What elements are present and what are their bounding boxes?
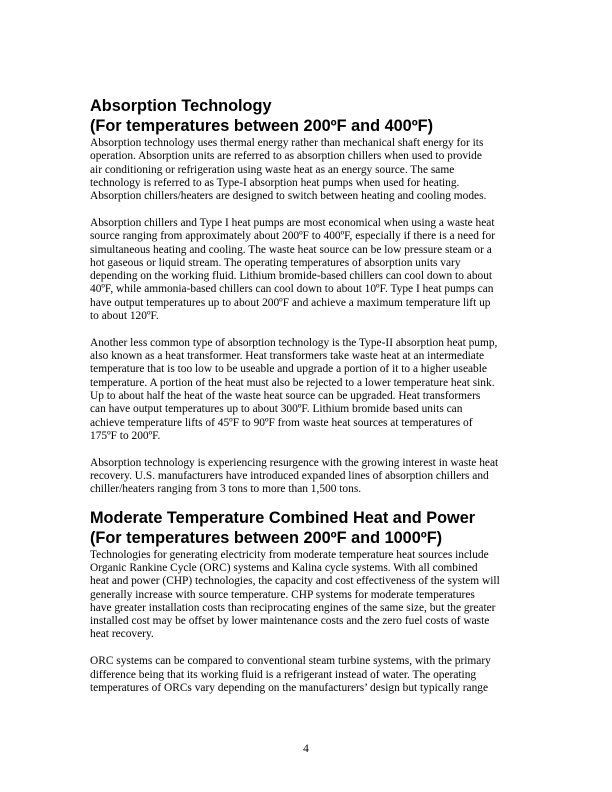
text-line: also known as a heat transformer. Heat transformers take waste heat at an intermediate <box>90 350 485 363</box>
text-line: have greater installation costs than reciprocating engines of the same size, but the greater <box>90 601 496 614</box>
heading-line: (For temperatures between 200ºF and 400ºF) <box>90 117 434 135</box>
page-content <box>90 96 523 695</box>
text-line: Up to about half the heat of the waste heat source can be upgraded. Heat transformers <box>90 390 481 403</box>
paragraph <box>90 337 523 443</box>
text-line: heat and power (CHP) technologies, the capacity and cost effectiveness of the system will <box>90 575 500 588</box>
text-line: chiller/heaters ranging from 3 tons to more than 1,500 tons. <box>90 483 362 496</box>
text-line: ORC systems can be compared to conventional steam turbine systems, with the primary <box>90 655 491 668</box>
text-line: temperatures of ORCs vary depending on the manufacturers’ design but typically range <box>90 681 489 694</box>
heading-line: Absorption Technology <box>90 97 272 115</box>
text-line: hot gaseous or liquid stream. The operating temperatures of absorption units vary <box>90 256 461 269</box>
text-line: Another less common type of absorption technology is the Type-II absorption heat pump, <box>90 336 498 349</box>
text-line: Absorption technology is experiencing resurgence with the growing interest in waste heat <box>90 456 499 469</box>
text-line: heat recovery. <box>90 628 154 641</box>
heading-line: Moderate Temperature Combined Heat and Power <box>90 508 476 527</box>
text-line: achieve temperature lifts of 45ºF to 90ºF from waste heat sources at temperatures of <box>90 416 473 429</box>
paragraph <box>90 549 523 642</box>
paragraph <box>90 457 523 497</box>
text-line: temperature that is too low to be useable and upgrade a portion of it to a higher useable <box>90 363 487 376</box>
text-line: Absorption technology uses thermal energy rather than mechanical shaft energy for its <box>90 137 484 149</box>
text-line: Absorption chillers and Type I heat pumps are most economical when using a waste heat <box>90 216 495 229</box>
paragraph <box>90 217 523 323</box>
text-line: operation. Absorption units are referred to as absorption chillers when used to provide <box>90 150 482 163</box>
section-heading-moderate-temperature-chp <box>90 508 523 548</box>
text-line: 175ºF to 200ºF. <box>90 429 161 442</box>
paragraph <box>90 655 523 695</box>
heading-line: (For temperatures between 200ºF and 1000ºF) <box>90 528 443 547</box>
text-line: Technologies for generating electricity from moderate temperature heat sources include <box>90 548 489 561</box>
text-line: difference being that its working fluid is a refrigerant instead of water. The operating <box>90 668 477 681</box>
section-heading-absorption-technology <box>90 96 523 136</box>
page-number: 4 <box>303 743 309 755</box>
text-line: generally increase with source temperature. CHP systems for moderate temperatures <box>90 588 475 601</box>
text-line: recovery. U.S. manufacturers have introduced expanded lines of absorption chillers and <box>90 470 489 483</box>
text-line: air conditioning or refrigeration using waste heat as an energy source. The same <box>90 163 455 176</box>
text-line: Organic Rankine Cycle (ORC) systems and Kalina cycle systems. With all combined <box>90 561 478 574</box>
text-line: installed cost may be offset by lower maintenance costs and the zero fuel costs of waste <box>90 615 490 628</box>
text-line: temperature. A portion of the heat must also be rejected to a lower temperature heat sink. <box>90 376 495 389</box>
text-line: source ranging from approximately about 200ºF to 400ºF, especially if there is a need for <box>90 230 496 243</box>
text-line: can have output temperatures up to about 300ºF. Lithium bromide based units can <box>90 403 463 416</box>
text-line: depending on the working fluid. Lithium bromide-based chillers can cool down to about <box>90 270 493 283</box>
text-line: to about 120ºF. <box>90 310 159 323</box>
text-line: 40ºF, while ammonia-based chillers can cool down to about 10ºF. Type I heat pumps can <box>90 283 494 296</box>
text-line: have output temperatures up to about 200ºF and achieve a maximum temperature lift up <box>90 296 491 309</box>
paragraph <box>90 137 523 203</box>
text-line: technology is referred to as Type-I absorption heat pumps when used for heating. <box>90 176 460 189</box>
text-line: Absorption chillers/heaters are designed to switch between heating and cooling modes. <box>90 190 487 203</box>
text-line: simultaneous heating and cooling. The waste heat source can be low pressure steam or a <box>90 243 492 256</box>
